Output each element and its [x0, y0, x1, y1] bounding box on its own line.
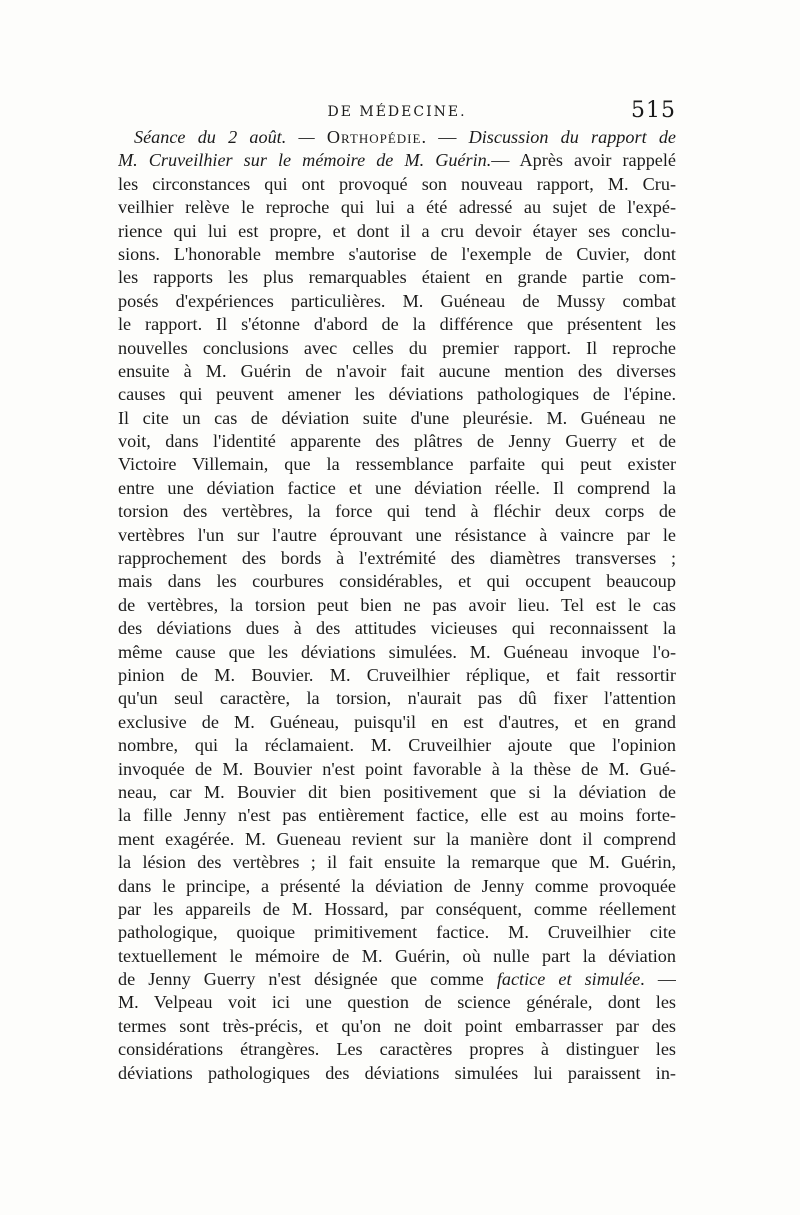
text-line [118, 1038, 676, 1061]
text-line [118, 196, 676, 219]
text-line [118, 921, 676, 944]
text-segment: . — [640, 969, 676, 990]
body-text [118, 126, 676, 1085]
text-segment: qu'un seul caractère, la torsion, n'aurait pas dû fixer l'attention [118, 688, 676, 709]
text-segment: le rapport. Il s'étonne d'abord de la différence que présentent les [118, 314, 676, 335]
text-line [118, 547, 676, 570]
text-line [118, 664, 676, 687]
text-segment: rience qui lui est propre, et dont il a cru devoir étayer ses conclu- [118, 220, 676, 241]
text-line [118, 383, 676, 406]
text-line [118, 687, 676, 710]
text-line [118, 1015, 676, 1038]
text-line [118, 290, 676, 313]
text-segment: ment exagérée. M. Gueneau revient sur la manière dont il comprend [118, 828, 676, 849]
text-line [118, 617, 676, 640]
text-segment: vertèbres l'un sur l'autre éprouvant une résistance à vaincre par le [118, 524, 676, 545]
text-segment: Victoire Villemain, que la ressemblance parfaite qui peut exister [118, 454, 676, 475]
text-line [118, 781, 676, 804]
text-segment: voit, dans l'identité apparente des plâtres de Jenny Guerry et de [118, 431, 676, 452]
text-line [118, 828, 676, 851]
text-segment: factice et simulée [496, 969, 641, 990]
text-segment: invoquée de M. Bouvier n'est point favorable à la thèse de M. Gué- [118, 758, 676, 779]
text-segment: neau, car M. Bouvier dit bien positivement que si la déviation de [118, 781, 676, 802]
text-segment: — Après avoir rappelé [491, 150, 676, 171]
text-segment: de vertèbres, la torsion peut bien ne pas avoir lieu. Tel est le cas [118, 594, 676, 615]
text-segment: considérations étrangères. Les caractères propres à distinguer les [118, 1039, 676, 1060]
text-line [118, 711, 676, 734]
text-line [118, 407, 676, 430]
text-line [118, 594, 676, 617]
text-line [118, 570, 676, 593]
text-segment: . — [421, 127, 469, 147]
text-segment: termes sont très-précis, et qu'on ne doit point embarrasser par des [118, 1015, 676, 1036]
text-line [118, 758, 676, 781]
text-segment: Orthopédie [326, 127, 422, 147]
text-line [118, 641, 676, 664]
text-segment: torsion des vertèbres, la force qui tend à fléchir deux corps de [118, 501, 676, 522]
text-segment: pathologique, quoique primitivement factice. M. Cruveilhier cite [118, 922, 676, 943]
text-segment: veilhier relève le reproche qui lui a été adressé au sujet de l'expé- [118, 197, 676, 218]
text-line [118, 266, 676, 289]
text-segment: la fille Jenny n'est pas entièrement factice, elle est au moins forte- [118, 805, 676, 826]
text-segment: M. Velpeau voit ici une question de science générale, dont les [118, 992, 676, 1013]
text-line [118, 173, 676, 196]
text-line [118, 220, 676, 243]
text-segment: de Jenny Guerry n'est désignée que comme [118, 969, 497, 990]
text-segment: les rapports les plus remarquables étaient en grande partie com- [118, 267, 676, 288]
text-line [118, 898, 676, 921]
text-line [118, 313, 676, 336]
text-line [118, 991, 676, 1014]
text-segment: M. Cruveilhier sur le mémoire de M. Guérin. [118, 150, 492, 171]
text-line [118, 1062, 676, 1085]
text-segment: pinion de M. Bouvier. M. Cruveilhier réplique, et fait ressortir [118, 664, 676, 685]
text-line [118, 337, 676, 360]
text-segment: la lésion des vertèbres ; il fait ensuite la remarque que M. Guérin, [118, 852, 676, 873]
text-line [118, 360, 676, 383]
text-line [118, 453, 676, 476]
text-segment: sions. L'honorable membre s'autorise de l'exemple de Cuvier, dont [118, 243, 676, 264]
text-segment: Séance du 2 août. — [134, 127, 327, 147]
text-segment: rapprochement des bords à l'extrémité des diamètres transverses ; [118, 548, 676, 569]
text-segment: par les appareils de M. Hossard, par conséquent, comme réellement [118, 898, 676, 919]
text-line [118, 524, 676, 547]
text-segment: Discussion du rapport de [468, 127, 676, 147]
page-number: 515 [631, 98, 676, 123]
text-segment: même cause que les déviations simulées. M. Guéneau invoque l'o- [118, 641, 676, 662]
text-segment: posés d'expériences particulières. M. Guéneau de Mussy combat [118, 290, 676, 311]
text-segment: des déviations dues à des attitudes vicieuses qui reconnaissent la [118, 618, 676, 639]
text-line [118, 945, 676, 968]
text-line [118, 804, 676, 827]
text-segment: textuellement le mémoire de M. Guérin, où nulle part la déviation [118, 945, 676, 966]
text-segment: dans le principe, a présenté la déviation de Jenny comme provoquée [118, 875, 676, 896]
text-line [118, 875, 676, 898]
text-line [118, 851, 676, 874]
text-segment: Il cite un cas de déviation suite d'une pleurésie. M. Guéneau ne [118, 407, 676, 428]
text-line [118, 430, 676, 453]
text-line [118, 968, 676, 991]
text-line [118, 243, 676, 266]
page-header [118, 98, 676, 128]
text-line [118, 500, 676, 523]
text-segment: causes qui peuvent amener les déviations pathologiques de l'épine. [118, 384, 676, 405]
running-head: DE MÉDECINE. [327, 104, 467, 120]
text-segment: ensuite à M. Guérin de n'avoir fait aucune mention des diverses [118, 360, 676, 381]
text-segment: mais dans les courbures considérables, et qui occupent beaucoup [118, 571, 676, 592]
text-segment: exclusive de M. Guéneau, puisqu'il en est d'autres, et en grand [118, 711, 676, 732]
text-segment: nombre, qui la réclamaient. M. Cruveilhier ajoute que l'opinion [118, 735, 676, 756]
text-line [118, 477, 676, 500]
text-segment: les circonstances qui ont provoqué son nouveau rapport, M. Cru- [118, 173, 676, 194]
text-segment: nouvelles conclusions avec celles du premier rapport. Il reproche [118, 337, 676, 358]
text-line [118, 734, 676, 757]
text-line [118, 126, 676, 149]
text-segment: déviations pathologiques des déviations simulées lui paraissent in- [118, 1062, 676, 1083]
text-line [118, 149, 676, 172]
text-segment: entre une déviation factice et une déviation réelle. Il comprend la [118, 477, 676, 498]
